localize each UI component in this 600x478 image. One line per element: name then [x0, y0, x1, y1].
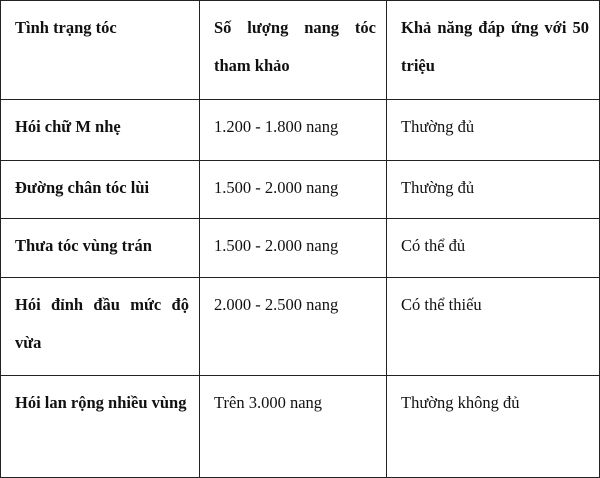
- cell-follicle-count: 1.200 - 1.800 nang: [200, 100, 387, 161]
- cell-hair-condition: Thưa tóc vùng trán: [1, 219, 200, 278]
- cell-hair-condition: Hói đỉnh đầu mức độ vừa: [1, 278, 200, 376]
- cell-follicle-count: Trên 3.000 nang: [200, 376, 387, 478]
- cell-budget-capacity: Có thể thiếu: [387, 278, 600, 376]
- cell-follicle-count: 1.500 - 2.000 nang: [200, 219, 387, 278]
- table-row: [1, 278, 600, 376]
- cell-budget-capacity: Thường không đủ: [387, 376, 600, 478]
- cell-follicle-count: 1.500 - 2.000 nang: [200, 161, 387, 219]
- header-budget-capacity: Khả năng đáp ứng với 50 triệu: [387, 1, 600, 100]
- cell-hair-condition: Hói chữ M nhẹ: [1, 100, 200, 161]
- header-hair-condition: Tình trạng tóc: [1, 1, 200, 100]
- cell-budget-capacity: Thường đủ: [387, 161, 600, 219]
- cell-budget-capacity: Thường đủ: [387, 100, 600, 161]
- table-row: [1, 161, 600, 219]
- table-row: [1, 376, 600, 478]
- header-follicle-count: Số lượng nang tóc tham khảo: [200, 1, 387, 100]
- cell-hair-condition: Hói lan rộng nhiều vùng: [1, 376, 200, 478]
- cell-budget-capacity: Có thể đủ: [387, 219, 600, 278]
- table-row: [1, 100, 600, 161]
- table-row: [1, 219, 600, 278]
- cell-hair-condition: Đường chân tóc lùi: [1, 161, 200, 219]
- table-header-row: [1, 1, 600, 100]
- cell-follicle-count: 2.000 - 2.500 nang: [200, 278, 387, 376]
